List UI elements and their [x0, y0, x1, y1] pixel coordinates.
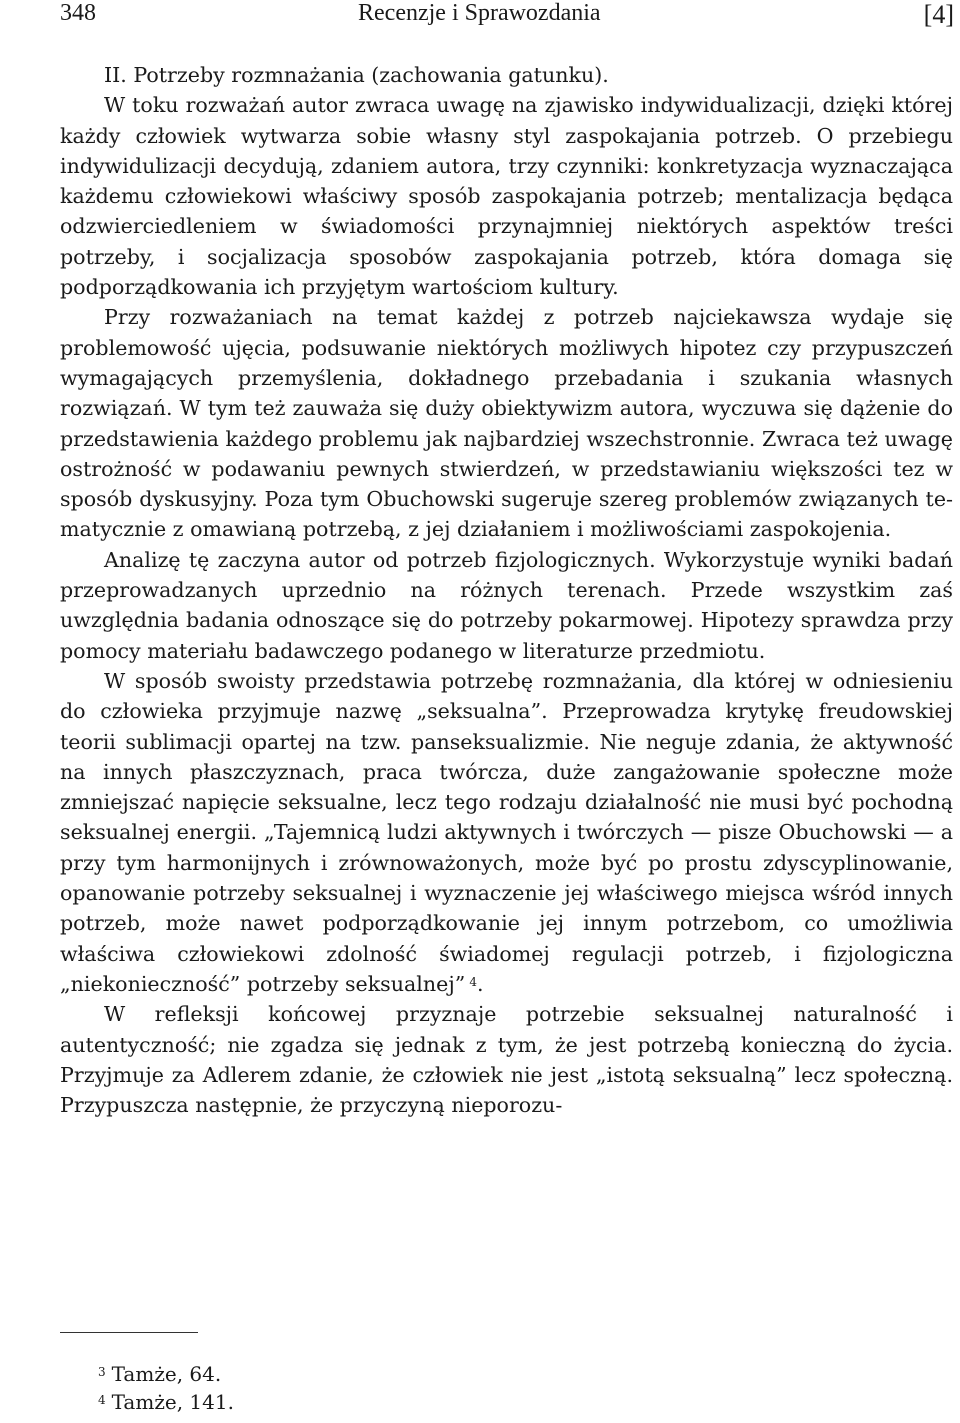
footnote	[98, 1388, 234, 1416]
paragraph-text: W sposób swoisty przedstawia potrzebę rozmnażania, dla której w odniesieniu do człowieka przyjmuje nazwę „seksualna”. Przeprowadza krytykę freudowskiej teorii sublimacji opartej na tzw. panseksualizmie. Nie neguje zdania, że aktywność na innych płaszczyznach, praca twórcza, duże zangażowanie społeczne może zmniejszać napięcie seksualne, lecz tego rodzaju działalność nie musi być pochodną seksualnej energii. „Tajemnicą ludzi aktywnych i twórczych — pisze Obuchowski — a przy tym harmonijnych i zrównoważonych, może być po prostu zdyscyplinowanie, opanowanie potrzeby seksualnej i wyznaczenie jej właściwego miejsca wśród innych potrzeb, może nawet podporządkowanie jej innym potrzebom, co umożliwia właściwa człowiekowi zdolność świadomej regulacji potrzeb, i fizjologiczna „niekonieczność” potrzeby seksualnej”	[60, 668, 953, 996]
footnote	[98, 1360, 234, 1388]
section-number: [4]	[923, 0, 954, 29]
footnote-mark: 3	[98, 1365, 106, 1379]
paragraph	[60, 666, 953, 999]
paragraph: W toku rozważań autor zwraca uwagę na zjawisko indywidualizacji, dzięki której każdy człowiek wytwarza sobie własny styl zaspokajania potrzeb. O przebiegu indywidulizacji decydują, zdaniem autora, trzy czynniki: konkretyzacja wyznaczająca każdemu człowiekowi właściwy sposób zaspokajania potrzeb; mentalizacja będąca odzwierciedleniem w świadomości przynajmniej niektórych aspektów treści potrzeby, i socjalizacja sposobów zaspokajania potrzeb, która domaga się podporządkowania ich przyjętym wartościom kultury.	[60, 93, 953, 300]
footnote-divider	[60, 1332, 198, 1333]
paragraph: Analizę tę zaczyna autor od potrzeb fizjologicznych. Wykorzystuje wyniki badań przeprowadzanych uprzednio na różnych terenach. Przede wszystkim zaś uwzględnia badania odnoszące się do potrzeby pokarmowej. Hipotezy sprawdza przy pomocy materiału badawczego podanego w literaturze przedmiotu.	[60, 547, 953, 663]
footnotes	[98, 1360, 234, 1416]
footnote-reference-tail: .	[477, 971, 484, 996]
body-text	[60, 60, 953, 1120]
section-heading: II. Potrzeby rozmnażania (zachowania gatunku).	[104, 63, 609, 87]
running-title: Recenzje i Sprawozdania	[358, 0, 601, 26]
footnote-text: Tamże, 141.	[111, 1390, 234, 1414]
footnote-mark: 4	[98, 1393, 106, 1407]
page-number: 348	[60, 0, 96, 26]
paragraph: W refleksji końcowej przyznaje potrzebie seksualnej naturalność i autentyczność; nie zgadza się jednak z tym, że jest potrzebą konieczną do życia. Przyjmuje za Adlerem zdanie, że człowiek nie jest „istotą seksualną” lecz społeczną. Przypuszcza następnie, że przyczyną nieporozu-	[60, 1002, 953, 1118]
footnote-reference: 4	[469, 974, 478, 989]
paragraph: Przy rozważaniach na temat każdej z potrzeb najciekawsza wydaje się problemowość ujęcia, podsuwanie niektórych możliwych hipotez czy przypuszczeń wymagających przemyślenia, dokładnego przebadania i szukania własnych rozwiązań. W tym też zauważa się duży obiektywizm autora, wyczuwa się dążenie do przedstawienia każdego problemu jak najbardziej wszechstronnie. Zwraca też uwagę ostrożność w podawaniu pewnych stwierdzeń, w przedstawianiu większości tez w sposób dyskusyjny. Poza tym Obuchowski sugeruje szereg problemów związanych tematycznie z omawianą potrzebą, z jej działaniem i możliwościami zaspokojenia.	[60, 305, 953, 542]
running-header	[60, 0, 954, 34]
footnote-text: Tamże, 64.	[111, 1362, 222, 1386]
